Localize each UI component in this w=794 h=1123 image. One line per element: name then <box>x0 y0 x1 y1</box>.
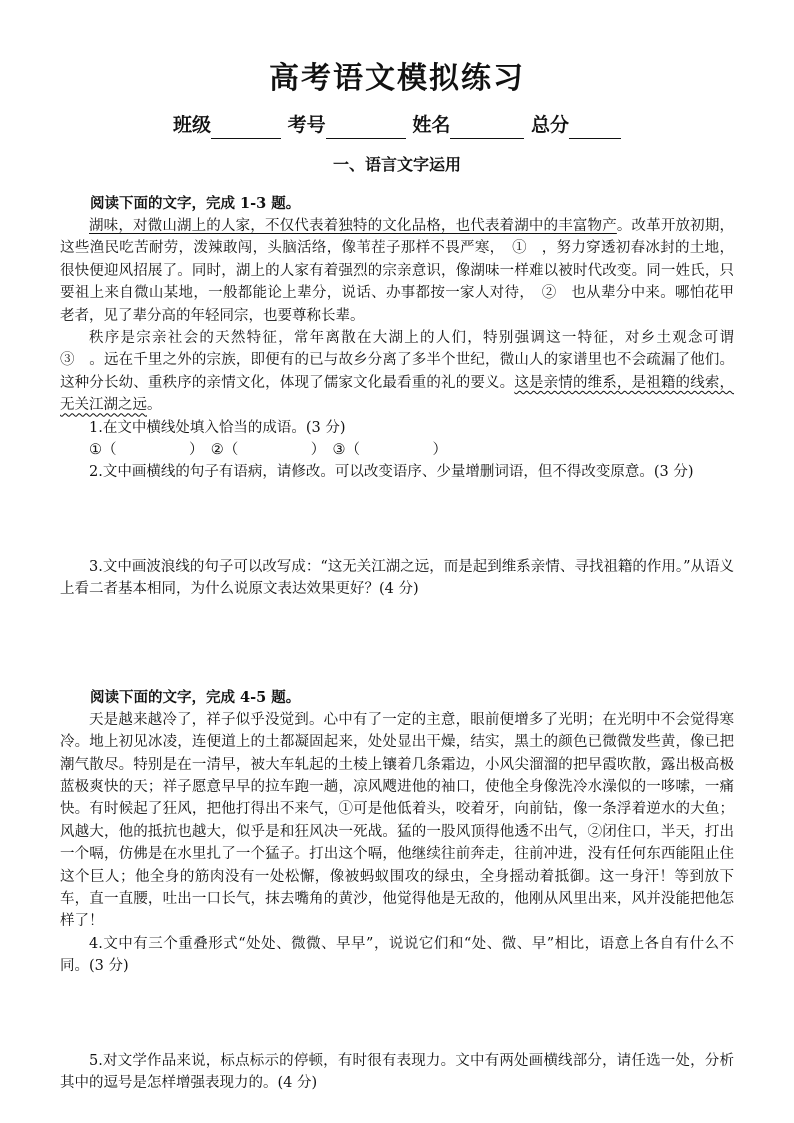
student-info-line <box>60 111 734 139</box>
wavy-underlined-sentence: 这是亲情的维系，是祖籍的线索，无关江湖之远 <box>60 374 735 414</box>
underlined-sentence: 湖味，对微山湖上的人家，不仅代表着独特的文化品格，也代表着湖中的丰富物产 <box>89 218 617 234</box>
passage-1-paragraph-1 <box>60 215 734 327</box>
question-2: 2.文中画横线的句子有语病，请修改。可以改变语序、少量增删词语，但不得改变原意。(3 分) <box>89 464 694 481</box>
exam-number-blank[interactable] <box>326 118 406 139</box>
name-blank[interactable] <box>450 118 524 139</box>
exam-number-label: 考号 <box>287 114 326 136</box>
section-heading: 一、语言文字运用 <box>332 155 461 174</box>
exam-title: 高考语文模拟练习 <box>269 61 525 96</box>
exam-page <box>60 55 749 1094</box>
passage-1-paragraph-2 <box>60 327 749 417</box>
answer-space-3[interactable] <box>60 601 734 671</box>
total-score-blank[interactable] <box>569 118 621 139</box>
passage-1-text: 。改革开放初期，这些渔民吃苦耐劳，泼辣敢闯，头脑活络，像苇茬子那样不畏严寒， ① ，努力穿透初春冰封的土地，很快便迎风招展了。同时，湖上的人家有着强烈的宗亲意识，像湖味一样难以被时代改变。同一姓氏，只要祖上来自微山某地，一般都能论上辈分，说话、办事都按一家人对待， ② 也从辈分中来。哪怕花甲老者，见了辈分高的年轻同宗，也要尊称长辈。 <box>60 218 734 324</box>
question-4: 4.文中有三个重叠形式“处处、微微、早早”，说说它们和“处、微、早”相比，语意上各自有什么不同。(3 分) <box>60 935 734 975</box>
answer-space-2[interactable] <box>60 484 734 556</box>
name-label: 姓名 <box>412 114 451 136</box>
question-5: 5.对文学作品来说，标点标示的停顿，有时很有表现力。文中有两处画横线部分，请任选一处，分析其中的逗号是怎样增强表现力的。(4 分) <box>60 1052 734 1091</box>
passage-2-paragraph: 天是越来越冷了，祥子似乎没觉到。心中有了一定的主意，眼前便增多了光明；在光明中不会觉得寒冷。地上初见冰凌，连便道上的土都凝固起来，处处显出干燥，结实，黑土的颜色已微微发些黄，像已把潮气散尽。特别是在一清早，被大车轧起的土棱上镶着几条霜边，小风尖溜溜的把早霞吹散，露出极高极蓝极爽快的天；祥子愿意早早的拉车跑一趟，凉风飕进他的袖口，使他全身像洗冷水澡似的一哆嗦，一痛快。有时候起了狂风，把他打得出不来气，①可是他低着头，咬着牙，向前钻，像一条浮着逆水的大鱼；风越大，他的抵抗也越大，似乎是和狂风决一死战。猛的一股风顶得他透不出气，②闭住口，半天，打出一个嗝，仿佛是在水里扎了一个猛子。打出这个嗝，他继续往前奔走，往前冲进，没有任何东西能阻止住这个巨人；他全身的筋肉没有一处松懈，像被蚂蚁围攻的绿虫，全身摇动着抵御。这一身汗！等到放下车，直一直腰，吐出一口长气，抹去嘴角的黄沙，他觉得他是无敌的，他刚从风里出来，风并没能把他怎样了！ <box>60 711 734 930</box>
question-3: 3.文中画波浪线的句子可以改写成：“这无关江湖之远，而是起到维系亲情、寻找祖籍的作用。”从语义上看二者基本相同，为什么说原文表达效果更好？(4 分) <box>60 558 734 598</box>
answer-space-4[interactable] <box>60 978 734 1050</box>
question-1-answer-blanks[interactable]: ①（ ） ②（ ） ③（ ） <box>89 442 447 459</box>
total-score-label: 总分 <box>530 114 569 136</box>
question-1: 1.在文中横线处填入恰当的成语。(3 分) <box>89 419 346 436</box>
passage-2-end: 。 <box>147 397 162 414</box>
passage-2-text: 秩序是宗亲社会的天然特征，常年离散在大湖上的人们，特别强调这一特征，对乡土观念可谓 ③ 。远在千里之外的宗族，即便有的已与故乡分离了多半个世纪，微山人的家谱里也不会疏漏了他们。这种分长幼、重秩序的亲情文化，体现了儒家文化最看重的礼的要义。 <box>60 330 749 391</box>
instruction-1: 阅读下面的文字，完成 1-3 题。 <box>90 195 301 212</box>
class-blank[interactable] <box>211 118 281 139</box>
class-label: 班级 <box>173 114 212 136</box>
instruction-2: 阅读下面的文字，完成 4-5 题。 <box>90 688 301 706</box>
